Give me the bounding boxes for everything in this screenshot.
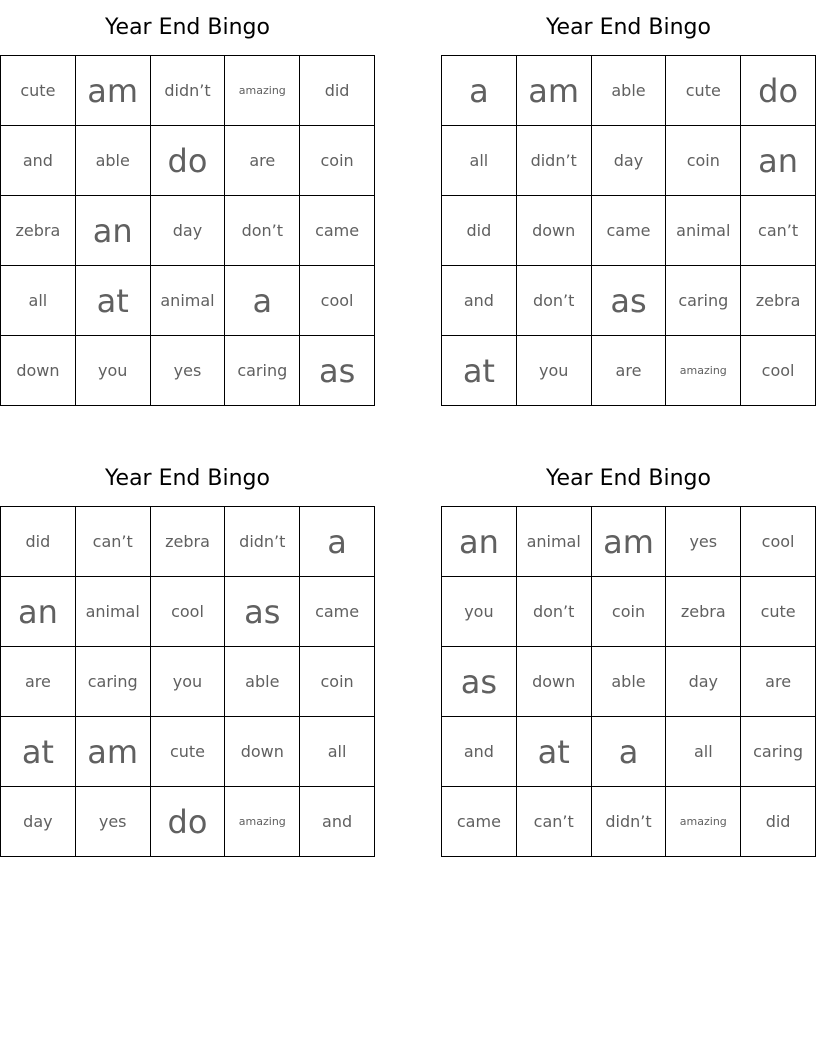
bingo-cell: cute — [151, 717, 226, 787]
bingo-cell: at — [1, 717, 76, 787]
bingo-cell: cool — [151, 577, 226, 647]
bingo-cell: didn’t — [151, 56, 226, 126]
bingo-card-2 — [441, 0, 816, 406]
bingo-cell: am — [592, 507, 667, 577]
bingo-cell: day — [151, 196, 226, 266]
bingo-cell: are — [225, 126, 300, 196]
bingo-cell: am — [517, 56, 592, 126]
bingo-cell: able — [225, 647, 300, 717]
bingo-cell: cute — [1, 56, 76, 126]
bingo-cell: coin — [592, 577, 667, 647]
bingo-cell: as — [592, 266, 667, 336]
bingo-cell: as — [442, 647, 517, 717]
bingo-card-4 — [441, 451, 816, 857]
bingo-cell: at — [442, 336, 517, 406]
bingo-cell: animal — [517, 507, 592, 577]
bingo-cell: am — [76, 56, 151, 126]
bingo-cell: came — [300, 577, 375, 647]
bingo-cell: able — [592, 647, 667, 717]
bingo-cell: amazing — [666, 787, 741, 857]
bingo-cell: caring — [76, 647, 151, 717]
bingo-cell: coin — [666, 126, 741, 196]
bingo-cell: coin — [300, 647, 375, 717]
bingo-cell: and — [442, 266, 517, 336]
bingo-cell: yes — [76, 787, 151, 857]
bingo-cell: down — [1, 336, 76, 406]
bingo-cell: all — [442, 126, 517, 196]
card-title: Year End Bingo — [105, 466, 270, 491]
bingo-cell: cool — [741, 336, 816, 406]
bingo-cell: don’t — [225, 196, 300, 266]
bingo-cell: down — [517, 647, 592, 717]
bingo-cell: a — [300, 507, 375, 577]
bingo-cell: zebra — [151, 507, 226, 577]
bingo-cell: you — [151, 647, 226, 717]
bingo-cell: and — [442, 717, 517, 787]
bingo-cell: an — [1, 577, 76, 647]
bingo-cell: didn’t — [517, 126, 592, 196]
bingo-cell: did — [300, 56, 375, 126]
bingo-cell: at — [517, 717, 592, 787]
bingo-cell: day — [666, 647, 741, 717]
bingo-cell: you — [76, 336, 151, 406]
card-title: Year End Bingo — [105, 15, 270, 40]
bingo-cell: did — [1, 507, 76, 577]
bingo-cell: all — [300, 717, 375, 787]
bingo-cell: can’t — [741, 196, 816, 266]
bingo-cell: am — [76, 717, 151, 787]
bingo-card-1 — [0, 0, 375, 406]
bingo-cell: a — [442, 56, 517, 126]
bingo-cell: cute — [741, 577, 816, 647]
bingo-cell: came — [442, 787, 517, 857]
bingo-cell: do — [151, 126, 226, 196]
bingo-cell: zebra — [1, 196, 76, 266]
bingo-cell: animal — [151, 266, 226, 336]
bingo-cell: able — [76, 126, 151, 196]
bingo-cell: able — [592, 56, 667, 126]
bingo-cell: came — [300, 196, 375, 266]
bingo-cell: don’t — [517, 577, 592, 647]
bingo-cell: amazing — [225, 787, 300, 857]
card-title: Year End Bingo — [546, 466, 711, 491]
card-title: Year End Bingo — [546, 15, 711, 40]
bingo-cell: can’t — [517, 787, 592, 857]
bingo-cell: an — [741, 126, 816, 196]
bingo-cell: amazing — [225, 56, 300, 126]
bingo-cell: yes — [666, 507, 741, 577]
bingo-cell: you — [442, 577, 517, 647]
bingo-cell: are — [592, 336, 667, 406]
bingo-cell: zebra — [666, 577, 741, 647]
bingo-cell: a — [225, 266, 300, 336]
bingo-cell: you — [517, 336, 592, 406]
bingo-cell: and — [300, 787, 375, 857]
bingo-cell: day — [1, 787, 76, 857]
bingo-cell: did — [442, 196, 517, 266]
bingo-cell: down — [517, 196, 592, 266]
bingo-cell: an — [76, 196, 151, 266]
bingo-grid — [0, 55, 375, 406]
bingo-cell: amazing — [666, 336, 741, 406]
bingo-cell: cool — [741, 507, 816, 577]
bingo-cell: coin — [300, 126, 375, 196]
bingo-cell: are — [741, 647, 816, 717]
bingo-cell: zebra — [741, 266, 816, 336]
bingo-cell: didn’t — [225, 507, 300, 577]
bingo-cell: can’t — [76, 507, 151, 577]
bingo-cell: caring — [225, 336, 300, 406]
bingo-cell: all — [1, 266, 76, 336]
bingo-cell: cool — [300, 266, 375, 336]
bingo-cell: yes — [151, 336, 226, 406]
bingo-cell: caring — [741, 717, 816, 787]
bingo-cell: and — [1, 126, 76, 196]
bingo-cell: do — [151, 787, 226, 857]
bingo-cell: didn’t — [592, 787, 667, 857]
bingo-cell: don’t — [517, 266, 592, 336]
bingo-cell: are — [1, 647, 76, 717]
bingo-cell: do — [741, 56, 816, 126]
bingo-cell: an — [442, 507, 517, 577]
bingo-cell: at — [76, 266, 151, 336]
bingo-cell: down — [225, 717, 300, 787]
bingo-grid — [441, 55, 816, 406]
bingo-cell: animal — [76, 577, 151, 647]
bingo-card-3 — [0, 451, 375, 857]
bingo-grid — [441, 506, 816, 857]
bingo-cell: came — [592, 196, 667, 266]
bingo-cell: all — [666, 717, 741, 787]
bingo-grid — [0, 506, 375, 857]
bingo-cell: animal — [666, 196, 741, 266]
bingo-cell: a — [592, 717, 667, 787]
bingo-cell: caring — [666, 266, 741, 336]
bingo-cell: as — [225, 577, 300, 647]
bingo-cell: day — [592, 126, 667, 196]
bingo-cell: as — [300, 336, 375, 406]
bingo-cell: did — [741, 787, 816, 857]
bingo-cell: cute — [666, 56, 741, 126]
